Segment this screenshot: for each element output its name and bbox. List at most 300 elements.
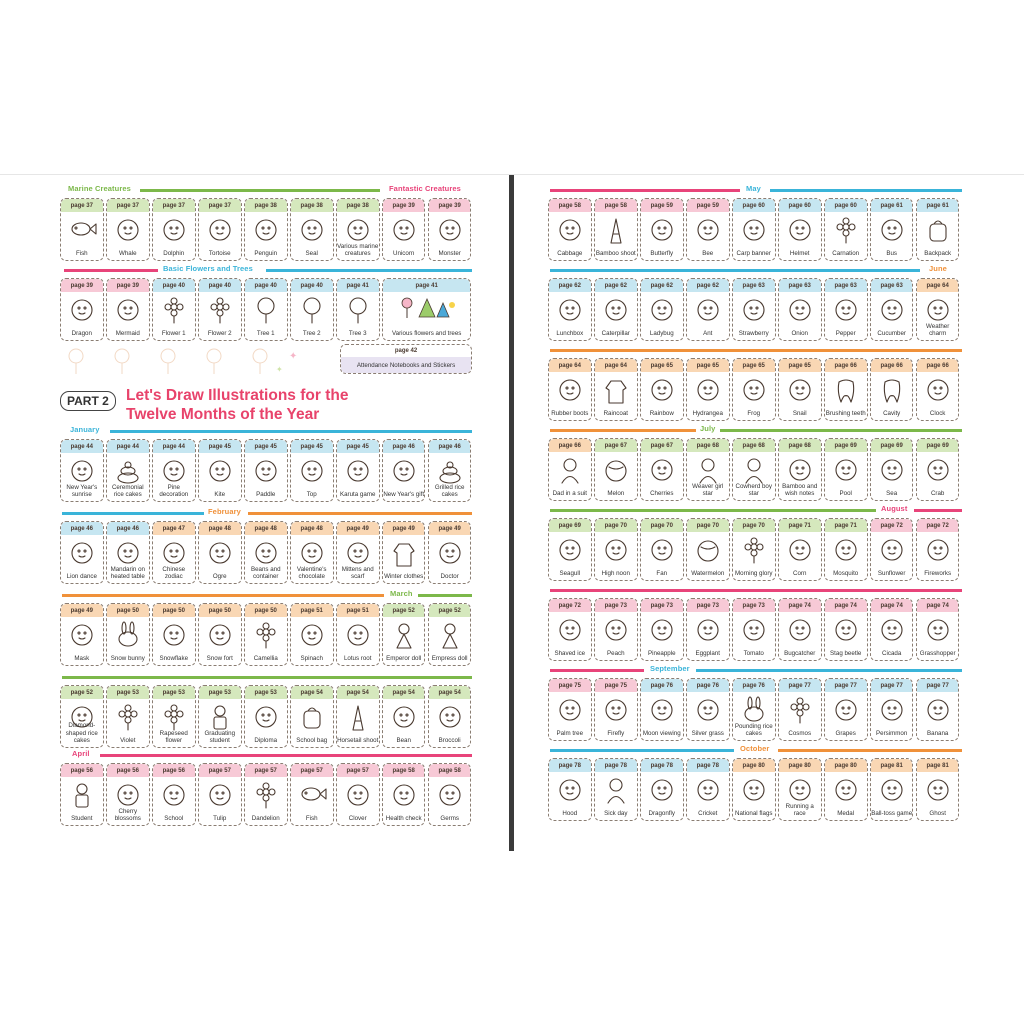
entry-card[interactable] [106,439,150,502]
entry-card[interactable] [640,678,684,741]
entry-card[interactable] [778,678,822,741]
entry-card[interactable] [244,439,288,502]
entry-card[interactable] [152,603,196,666]
entry-card[interactable] [336,278,380,341]
right-page [548,185,962,821]
page-number: page 44 [61,440,103,453]
entry-name: Backpack [924,249,952,257]
entry-card[interactable] [870,518,914,581]
card-row [548,438,962,501]
page-number: page 63 [871,279,913,292]
entry-card[interactable] [548,518,592,581]
page-number: page 45 [291,440,333,453]
entry-card[interactable] [824,198,868,261]
entry-card[interactable] [732,278,776,341]
entry-card[interactable] [548,678,592,741]
pepper-icon [831,296,861,331]
page-number: page 57 [199,764,241,777]
entry-card[interactable] [382,763,426,826]
sticker-card[interactable] [340,344,472,374]
entry-card[interactable] [106,521,150,584]
entry-name: Sunflower [877,569,906,577]
entry-name: Snail [792,409,807,417]
march-bar-left [62,594,384,597]
entry-card[interactable] [870,678,914,741]
entry-card[interactable] [152,763,196,826]
entry-name: High noon [601,569,630,577]
entry-name: Ant [703,329,713,337]
entry-card[interactable] [870,278,914,341]
entry-name: Monster [438,249,461,257]
entry-card[interactable] [640,278,684,341]
entry-card[interactable] [382,603,426,666]
page-number: page 54 [291,686,333,699]
entry-card[interactable] [778,598,822,661]
page-number: page 77 [779,679,821,692]
entry-card[interactable] [870,358,914,421]
entry-card[interactable] [916,518,960,581]
tooth-icon [877,376,907,411]
page-number: page 66 [917,359,959,372]
september-bar-left [550,669,644,672]
entry-card[interactable] [686,438,730,501]
entry-name: Valentine's chocolate [296,565,327,580]
entry-name: Cherry blossoms [114,807,141,822]
page-number: page 40 [153,279,195,292]
entry-card[interactable] [732,758,776,821]
entry-name: Ceremonial rice cakes [111,483,144,498]
entry-card[interactable] [916,758,960,821]
entry-card[interactable] [594,598,638,661]
entry-card[interactable] [106,763,150,826]
page-number: page 48 [199,522,241,535]
cricket-icon [693,776,723,811]
section-header-february [60,508,472,518]
entry-name: Butterfly [650,249,674,257]
ghost-icon [923,776,953,811]
entry-name: Cricket [698,809,718,817]
entry-card[interactable] [778,758,822,821]
page-number: page 62 [549,279,591,292]
page-number: page 66 [871,359,913,372]
entry-card[interactable] [106,603,150,666]
entry-card[interactable] [732,358,776,421]
entry-card[interactable] [152,198,196,261]
page-number: page 45 [199,440,241,453]
dolphin-icon [159,216,189,251]
entry-card[interactable] [290,521,334,584]
dragon-icon [67,296,97,331]
gift-icon [389,457,419,492]
entry-card[interactable] [60,603,104,666]
entry-name: Various flowers and trees [392,329,462,337]
flower-icon [739,536,769,571]
entry-card[interactable] [548,758,592,821]
page-number: page 52 [429,604,471,617]
entry-card[interactable] [152,685,196,748]
entry-card[interactable] [778,438,822,501]
fish-icon [67,216,97,251]
entry-name: Corn [793,569,807,577]
entry-name: Broccoli [438,736,461,744]
entry-name: Beans and container [250,565,281,580]
entry-card[interactable] [428,198,472,261]
page-number: page 76 [641,679,683,692]
svg-text:✦: ✦ [289,351,298,362]
entry-card[interactable] [152,521,196,584]
section-header-april [60,750,472,760]
page-number: page 57 [291,764,333,777]
entry-card[interactable] [778,518,822,581]
entry-card[interactable] [60,278,104,341]
penguin-icon [251,216,281,251]
page-number: page 54 [383,686,425,699]
entry-name: Tree 2 [302,329,321,337]
marine-bar [140,189,380,192]
entry-card[interactable] [640,438,684,501]
page-number: page 37 [107,199,149,212]
entry-card[interactable] [106,198,150,261]
entry-card[interactable] [428,603,472,666]
entry-card[interactable] [290,278,334,341]
page-number: page 52 [383,604,425,617]
cicada-icon [877,616,907,651]
part-heading [126,386,348,424]
firefly-icon [601,696,631,731]
entry-card[interactable] [336,439,380,502]
entry-name: Top [306,490,317,498]
flower-icon [205,296,235,331]
page-number: page 45 [337,440,379,453]
entry-card[interactable] [824,598,868,661]
page-number: page 57 [337,764,379,777]
entry-card[interactable] [686,678,730,741]
entry-card[interactable] [106,278,150,341]
october-bar-left [550,749,734,752]
entry-card[interactable] [336,521,380,584]
entry-card[interactable] [824,758,868,821]
entry-name: Watermelon [691,569,725,577]
may-bar-left [550,189,740,192]
entry-card[interactable] [198,521,242,584]
page-number: page 59 [641,199,683,212]
entry-card[interactable] [916,438,960,501]
firework-icon [923,536,953,571]
entry-card[interactable] [594,758,638,821]
entry-card[interactable] [916,278,960,341]
entry-name: Frog [747,409,761,417]
page-number: page 40 [291,279,333,292]
entry-card[interactable] [594,278,638,341]
entry-card[interactable] [198,685,242,748]
entry-name: Snow bunny [110,654,145,662]
part-badge: PART 2 [60,391,116,411]
entry-name: Carnation [832,249,860,257]
entry-card[interactable] [244,521,288,584]
entry-card[interactable] [60,439,104,502]
crab-icon [923,456,953,491]
page-number: page 47 [153,522,195,535]
page-number: page 67 [595,439,637,452]
page-number: page 77 [917,679,959,692]
entry-card[interactable] [870,438,914,501]
entry-card[interactable] [428,685,472,748]
persimmon-icon [877,696,907,731]
entry-name: Banana [927,729,949,737]
entry-card[interactable] [824,358,868,421]
palm-icon [555,696,585,731]
entry-card[interactable] [244,603,288,666]
card-row [60,439,472,502]
entry-card[interactable] [870,198,914,261]
entry-card[interactable] [594,438,638,501]
entry-card[interactable] [290,603,334,666]
entry-name: Cowherd boy star [735,482,772,497]
page-number: page 38 [291,199,333,212]
entry-name: Firefly [607,729,625,737]
entry-card[interactable] [548,198,592,261]
entry-card[interactable] [778,278,822,341]
entry-card[interactable] [686,598,730,661]
entry-card[interactable] [106,685,150,748]
tree-icon [343,296,373,331]
entry-card[interactable] [244,763,288,826]
entry-card[interactable] [198,198,242,261]
pineapple-icon [647,616,677,651]
entry-name: Chinese zodiac [162,565,186,580]
entry-card[interactable] [686,758,730,821]
flags-icon [739,776,769,811]
page-number: page 49 [383,522,425,535]
entry-name: Violet [120,736,136,744]
entry-card[interactable] [870,758,914,821]
entry-card[interactable] [824,678,868,741]
bear-icon [435,539,465,574]
entry-name: Peach [607,649,625,657]
page-number: page 46 [383,440,425,453]
entry-name: Horsetail shoot [337,736,379,744]
germ-icon [435,781,465,816]
entry-card[interactable] [594,198,638,261]
entry-card[interactable] [198,278,242,341]
entry-card[interactable] [60,521,104,584]
flowers-bar-left [64,269,158,272]
entry-name: Grasshopper [919,649,956,657]
entry-card[interactable] [60,685,104,748]
entry-card[interactable] [824,438,868,501]
february-header: February [208,507,241,516]
july-bar-left [550,429,696,432]
section-header-may [548,185,962,195]
card-row [60,521,472,584]
entry-card[interactable] [640,518,684,581]
grapes-icon [831,696,861,731]
page-number: page 63 [733,279,775,292]
entry-card[interactable] [60,198,104,261]
ladybug-icon [647,296,677,331]
entry-card[interactable] [548,278,592,341]
entry-card[interactable] [290,685,334,748]
entry-card[interactable] [916,358,960,421]
entry-name: Tree 1 [256,329,275,337]
entry-card[interactable] [640,358,684,421]
ant-icon [693,296,723,331]
entry-card[interactable] [290,439,334,502]
section-header-march [60,590,472,600]
entry-name: Morning glory [734,569,773,577]
entry-card[interactable] [336,685,380,748]
entry-card[interactable] [732,438,776,501]
entry-name: Diamond-shaped rice cakes [65,722,98,744]
flower-icon [251,621,281,656]
entry-card[interactable] [152,278,196,341]
page-number: page 62 [687,279,729,292]
march-bar-right [418,594,472,597]
june-bar-cont [550,349,962,352]
entry-name: Paddle [256,490,276,498]
flowers-bar-right [266,269,472,272]
entry-card[interactable] [686,518,730,581]
entry-name: Mittens and scarf [341,565,374,580]
entry-card[interactable] [594,358,638,421]
page-number: page 67 [641,439,683,452]
entry-card-wide[interactable] [382,278,472,341]
entry-name: Medal [837,809,855,817]
entry-card[interactable] [428,439,472,502]
page-number: page 64 [549,359,591,372]
entry-card[interactable] [244,685,288,748]
page-number: page 48 [245,522,287,535]
page-number: page 78 [641,759,683,772]
entry-card[interactable] [778,198,822,261]
entry-card[interactable] [824,518,868,581]
june-bar-left [550,269,920,272]
page-number: page 65 [687,359,729,372]
entry-card[interactable] [198,439,242,502]
entry-card[interactable] [152,439,196,502]
tomato-icon [739,616,769,651]
page-number: page 38 [337,199,379,212]
entry-name: Mermaid [115,329,140,337]
cards-icon [343,457,373,492]
leaf-icon [297,621,327,656]
entry-card[interactable] [640,198,684,261]
student-icon [67,781,97,816]
entry-card[interactable] [198,603,242,666]
card-row [548,278,962,341]
page-number: page 68 [733,439,775,452]
grasshopper-icon [923,616,953,651]
entry-card[interactable] [336,198,380,261]
entry-name: Bus [886,249,898,257]
page-number: page 80 [733,759,775,772]
entry-card[interactable] [732,198,776,261]
entry-card[interactable] [640,758,684,821]
entry-card[interactable] [732,518,776,581]
page-number: page 50 [153,604,195,617]
entry-card[interactable] [244,198,288,261]
bag-icon [297,703,327,738]
entry-card[interactable] [916,598,960,661]
entry-card[interactable] [548,358,592,421]
entry-card[interactable] [60,763,104,826]
entry-card[interactable] [916,198,960,261]
beetle-icon [831,616,861,651]
section-header-flowers [60,265,472,275]
entry-card[interactable] [198,763,242,826]
flower-icon [785,696,815,731]
page-number: page 80 [825,759,867,772]
entry-card[interactable] [428,763,472,826]
entry-card[interactable] [382,439,426,502]
entry-card[interactable] [640,598,684,661]
entry-card[interactable] [686,278,730,341]
page-number: page 53 [153,686,195,699]
page-number: page 44 [107,440,149,453]
page-number: page 39 [383,199,425,212]
rainbow-icon [647,376,677,411]
mask-icon [67,621,97,656]
entry-card[interactable] [382,521,426,584]
entry-card[interactable] [428,521,472,584]
entry-card[interactable] [916,678,960,741]
page-number: page 37 [61,199,103,212]
entry-card[interactable] [548,598,592,661]
entry-name: Sick day [604,809,628,817]
page-number: page 65 [641,359,683,372]
section-header-june-cont [548,345,962,355]
entry-card[interactable] [336,603,380,666]
section-header-october [548,745,962,755]
entry-name: Grilled rice cakes [434,483,465,498]
entry-card[interactable] [686,198,730,261]
entry-card[interactable] [382,685,426,748]
bird-icon [555,536,585,571]
page-number: page 78 [687,759,729,772]
june-header: June [929,264,947,273]
strawberry-icon [739,296,769,331]
entry-card[interactable] [732,678,776,741]
entry-card[interactable] [594,678,638,741]
flower-icon [159,296,189,331]
doll-icon [435,621,465,656]
page-number: page 44 [153,440,195,453]
entry-card[interactable] [778,358,822,421]
entry-card[interactable] [824,278,868,341]
page-number: page 76 [733,679,775,692]
entry-card[interactable] [244,278,288,341]
page-number: page 75 [549,679,591,692]
butterfly-icon [647,216,677,251]
entry-card[interactable] [290,198,334,261]
entry-card[interactable] [548,438,592,501]
page-number: page 37 [199,199,241,212]
entry-card[interactable] [336,763,380,826]
entry-name: Diploma [254,736,278,744]
entry-card[interactable] [290,763,334,826]
entry-name: Winter clothes [384,572,424,580]
entry-name: Rapeseed flower [159,729,188,744]
entry-card[interactable] [870,598,914,661]
entry-card[interactable] [686,358,730,421]
entry-name: Bean [396,736,411,744]
entry-card[interactable] [594,518,638,581]
entry-card[interactable] [732,598,776,661]
page-number: page 68 [779,439,821,452]
entry-card[interactable] [382,198,426,261]
entry-name: Persimmon [876,729,908,737]
entry-name: Germs [440,814,459,822]
